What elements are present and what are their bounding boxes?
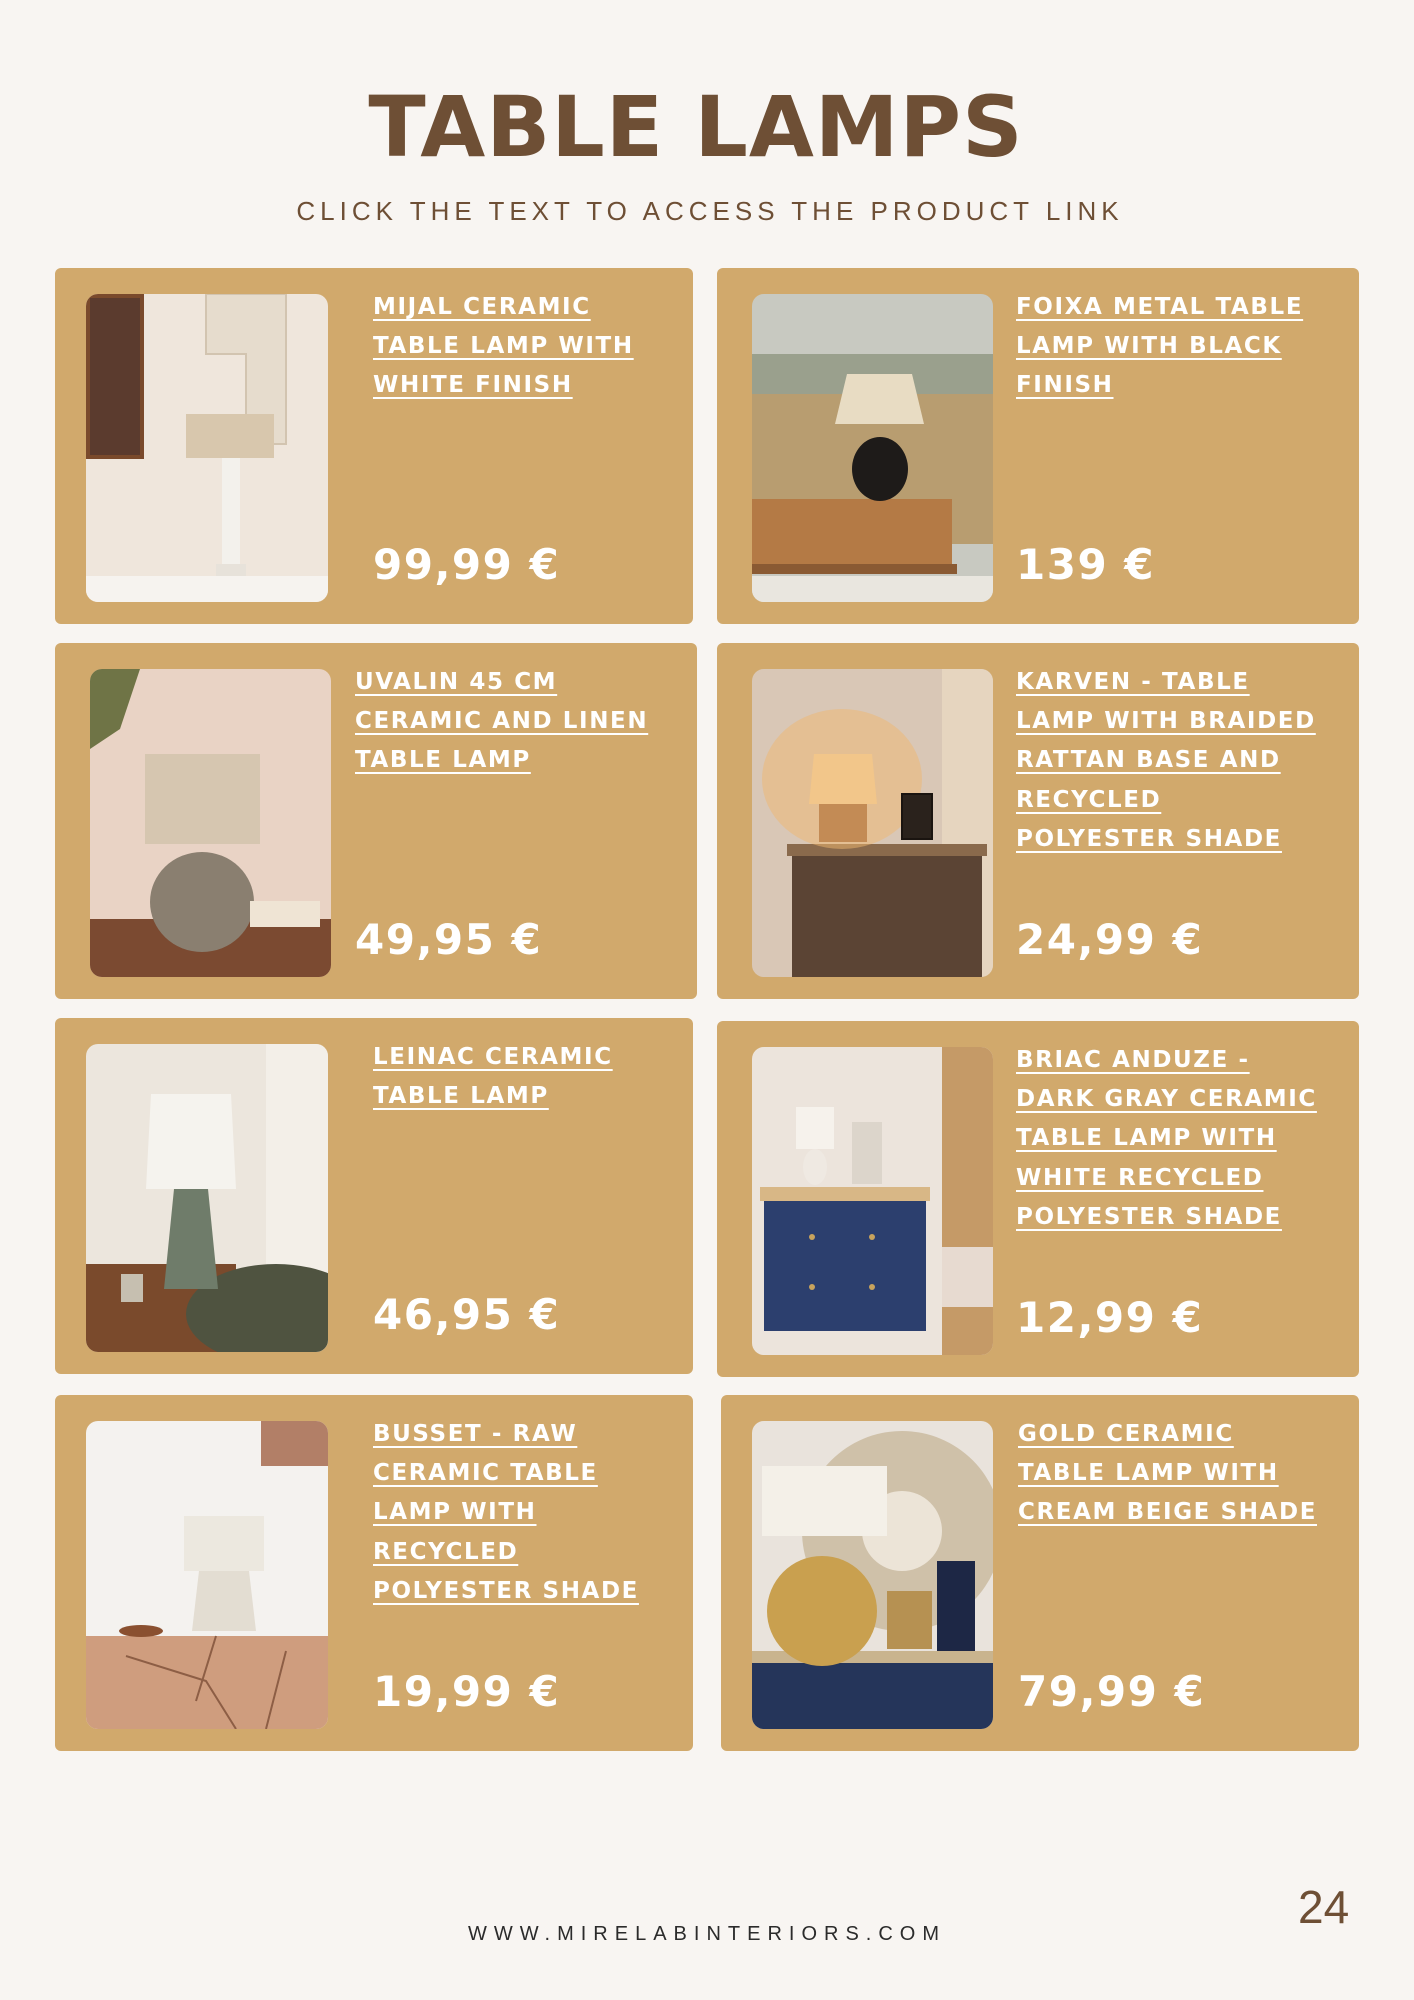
- product-link[interactable]: KARVEN - TABLE LAMP WITH BRAIDED RATTAN BASE AND RECYCLED POLYESTER SHADE: [1016, 669, 1316, 852]
- product-card: [55, 1018, 693, 1374]
- product-price: 139 €: [1016, 540, 1156, 589]
- product-card: [55, 1395, 693, 1751]
- product-price: 46,95 €: [373, 1290, 561, 1339]
- page-title: TABLE LAMPS: [368, 78, 1024, 176]
- product-link[interactable]: GOLD CERAMIC TABLE LAMP WITH CREAM BEIGE SHADE: [1018, 1421, 1318, 1526]
- website-url[interactable]: WWW.MIRELABINTERIORS.COM: [468, 1923, 946, 1945]
- product-link[interactable]: BUSSET - RAW CERAMIC TABLE LAMP WITH RECYCLED POLYESTER SHADE: [373, 1421, 639, 1604]
- product-photo: [90, 669, 331, 977]
- product-card: [717, 1021, 1359, 1377]
- product-link[interactable]: LEINAC CERAMIC TABLE LAMP: [373, 1044, 613, 1110]
- product-photo: [86, 1421, 328, 1729]
- product-price: 49,95 €: [355, 915, 543, 964]
- product-price: 79,99 €: [1018, 1667, 1206, 1716]
- product-card: [721, 1395, 1359, 1751]
- product-card: [55, 268, 693, 624]
- product-card: [717, 643, 1359, 999]
- page-number: 24: [1298, 1881, 1350, 1933]
- product-price: 12,99 €: [1016, 1293, 1204, 1342]
- product-link[interactable]: FOIXA METAL TABLE LAMP WITH BLACK FINISH: [1016, 294, 1304, 399]
- page-subtitle: CLICK THE TEXT TO ACCESS THE PRODUCT LINK: [296, 196, 1124, 226]
- product-price: 99,99 €: [373, 540, 561, 589]
- product-link[interactable]: UVALIN 45 CM CERAMIC AND LINEN TABLE LAMP: [355, 669, 649, 774]
- product-card: [55, 643, 697, 999]
- product-photo: [86, 1044, 328, 1352]
- product-link[interactable]: MIJAL CERAMIC TABLE LAMP WITH WHITE FINISH: [373, 294, 634, 399]
- product-link[interactable]: BRIAC ANDUZE - DARK GRAY CERAMIC TABLE LAMP WITH WHITE RECYCLED POLYESTER SHADE: [1016, 1047, 1317, 1230]
- product-photo: [752, 669, 993, 977]
- product-price: 24,99 €: [1016, 915, 1204, 964]
- product-card: [717, 268, 1359, 624]
- product-photo: [752, 1047, 993, 1355]
- product-photo: [86, 294, 328, 602]
- product-photo: [752, 1421, 993, 1729]
- product-photo: [752, 294, 993, 602]
- product-price: 19,99 €: [373, 1667, 561, 1716]
